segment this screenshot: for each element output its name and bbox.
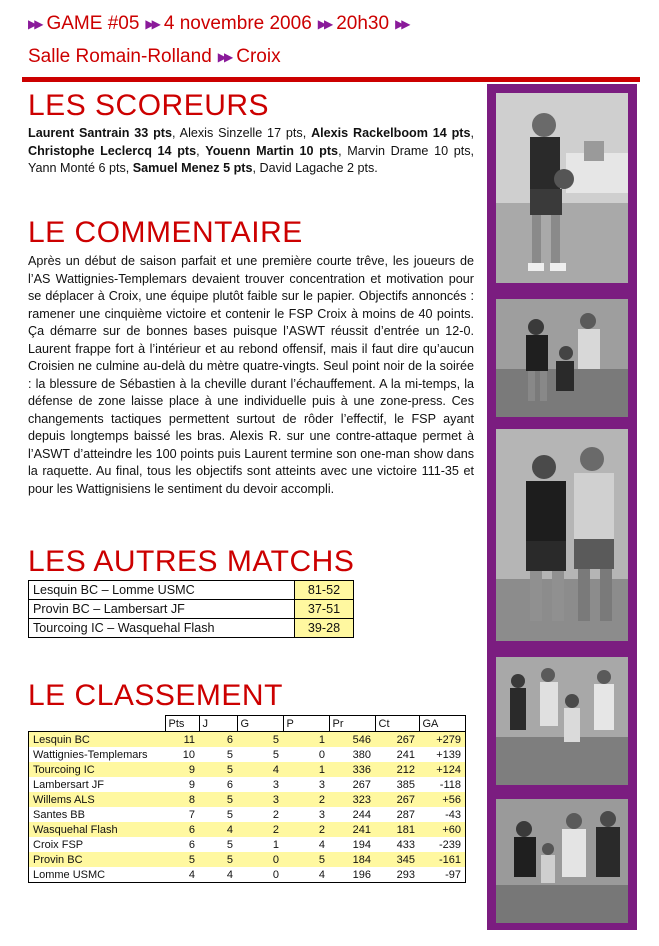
stat-cell: 6 <box>165 822 199 837</box>
stat-cell: +124 <box>419 762 466 777</box>
stat-cell: 5 <box>272 748 279 761</box>
photo-sidebar <box>487 84 637 930</box>
stat-cell: 323 <box>329 792 375 807</box>
match-score: 81-52 <box>295 581 354 600</box>
stat-cell: 9 <box>165 762 199 777</box>
scorer-entry: David Lagache 2 pts. <box>259 161 378 175</box>
venue-line <box>28 43 640 71</box>
stat-cell: 5 <box>226 838 233 851</box>
team-name: Wasquehal Flash <box>29 822 166 837</box>
team-name: Croix FSP <box>33 838 84 851</box>
match-teams: Provin BC – Lambersart JF <box>29 600 295 619</box>
stat-cell: 5 <box>199 762 237 777</box>
col-header: Pr <box>329 716 375 732</box>
stat-cell: 3 <box>237 792 283 807</box>
team-name: Provin BC <box>29 852 166 867</box>
stat-cell: 7 <box>188 808 195 821</box>
stat-cell: -118 <box>439 778 461 791</box>
scorer-entry: Christophe Leclercq 14 pts <box>28 143 197 158</box>
stat-cell: 5 <box>283 852 329 867</box>
stat-cell: +60 <box>419 822 466 837</box>
stat-cell: 380 <box>352 748 371 761</box>
stat-cell: 385 <box>396 778 415 791</box>
stat-cell: 3 <box>272 778 279 791</box>
stat-cell: 8 <box>165 792 199 807</box>
stat-cell: 0 <box>237 852 283 867</box>
scoreurs-title: LES SCOREURS <box>28 89 270 122</box>
header-divider <box>22 77 640 82</box>
stat-cell: 5 <box>199 852 237 867</box>
standings-row <box>29 837 466 852</box>
standings-row <box>29 777 466 792</box>
match-teams: Tourcoing IC – Wasquehal Flash <box>29 619 295 638</box>
stat-cell: 10 <box>182 748 195 761</box>
team-name: Lomme USMC <box>33 868 106 881</box>
standings-row <box>29 807 466 822</box>
stat-cell: 6 <box>226 778 233 791</box>
stat-cell: 196 <box>352 868 371 881</box>
standings-row <box>29 867 466 883</box>
stat-cell: 3 <box>318 808 325 821</box>
stat-cell: +56 <box>419 792 466 807</box>
stat-cell: 0 <box>272 868 279 881</box>
stat-cell: 293 <box>396 868 415 881</box>
team-name: Santes BB <box>33 808 85 821</box>
stat-cell: 241 <box>329 822 375 837</box>
stat-cell: 9 <box>188 778 195 791</box>
classement-title: LE CLASSEMENT <box>28 679 283 712</box>
match-score: 37-51 <box>295 600 354 619</box>
stat-cell: 184 <box>329 852 375 867</box>
stat-cell: 5 <box>199 792 237 807</box>
photo-defense <box>496 799 628 923</box>
team-name: Lambersart JF <box>33 778 104 791</box>
stat-cell: 345 <box>375 852 419 867</box>
stat-cell: 1 <box>283 732 329 748</box>
stat-cell: 11 <box>165 732 199 748</box>
photo-game-action <box>496 299 628 417</box>
stat-cell: 2 <box>237 822 283 837</box>
classement-table <box>28 715 466 883</box>
match-row <box>29 600 354 619</box>
col-header: GA <box>419 716 466 732</box>
team-name: Willems ALS <box>29 792 166 807</box>
stat-cell: 433 <box>396 838 415 851</box>
standings-row <box>29 747 466 762</box>
stat-cell: 2 <box>272 808 279 821</box>
standings-row <box>29 762 466 777</box>
team-name: Wattignies-Templemars <box>33 748 148 761</box>
team-name: Lesquin BC <box>29 732 166 748</box>
standings-row <box>29 852 466 867</box>
arrow-icon: ▶▶ <box>217 50 231 64</box>
arrow-icon: ▶▶ <box>145 17 158 31</box>
stat-cell: 4 <box>199 822 237 837</box>
game-header <box>28 10 640 71</box>
autres-matchs-table <box>28 580 354 638</box>
classement-body <box>29 732 466 883</box>
stat-cell: -161 <box>419 852 466 867</box>
photo-players-court <box>496 657 628 785</box>
stat-cell: 1 <box>283 762 329 777</box>
classement-header-row <box>29 716 466 732</box>
stat-cell: 212 <box>375 762 419 777</box>
stat-cell: 244 <box>352 808 371 821</box>
stat-cell: 5 <box>226 748 233 761</box>
stat-cell: 4 <box>237 762 283 777</box>
team-name: Tourcoing IC <box>29 762 166 777</box>
arrow-icon: ▶▶ <box>317 17 331 31</box>
stat-cell: 2 <box>283 792 329 807</box>
stat-cell: 5 <box>237 732 283 748</box>
stat-cell: 336 <box>329 762 375 777</box>
stat-cell: 241 <box>396 748 415 761</box>
scorer-entry: Youenn Martin 10 pts <box>205 143 339 158</box>
stat-cell: 0 <box>318 748 325 761</box>
standings-row <box>29 732 466 748</box>
header-blank <box>29 716 166 732</box>
stat-cell: -97 <box>445 868 461 881</box>
stat-cell: 5 <box>165 852 199 867</box>
game-time: 20h30 <box>336 13 390 34</box>
stat-cell: 5 <box>226 808 233 821</box>
commentaire-title: LE COMMENTAIRE <box>28 216 303 249</box>
stat-cell: 4 <box>226 868 233 881</box>
scorer-entry: Laurent Santrain 33 pts <box>28 126 173 140</box>
venue-name: Salle Romain-Rolland <box>28 46 212 67</box>
stat-cell: 4 <box>318 838 325 851</box>
standings-row <box>29 792 466 807</box>
stat-cell: 4 <box>318 868 325 881</box>
stat-cell: 194 <box>352 838 371 851</box>
stat-cell: -43 <box>445 808 461 821</box>
stat-cell: +279 <box>419 732 466 748</box>
photo-player-dribble <box>496 93 628 283</box>
scorer-entry: Alexis Sinzelle 17 pts <box>179 126 303 140</box>
photo-rebound <box>496 429 628 641</box>
match-row <box>29 581 354 600</box>
stat-cell: 267 <box>375 732 419 748</box>
autres-title: LES AUTRES MATCHS <box>28 545 355 578</box>
stat-cell: 6 <box>199 732 237 748</box>
venue-city: Croix <box>236 46 281 67</box>
scorer-entry: Samuel Menez 5 pts <box>132 161 253 175</box>
scorer-entry: Marvin Drame 10 pts <box>347 143 471 158</box>
standings-row <box>29 822 466 837</box>
scorer-entry: Alexis Rackelboom 14 pts <box>311 126 471 140</box>
stat-cell: 546 <box>329 732 375 748</box>
col-header: Ct <box>375 716 419 732</box>
stat-cell: 267 <box>352 778 371 791</box>
scorer-entry: Yann Monté 6 pts <box>28 161 126 175</box>
stat-cell: 4 <box>188 868 195 881</box>
stat-cell: 6 <box>188 838 195 851</box>
game-number: GAME #05 <box>46 13 140 34</box>
stat-cell: 1 <box>272 838 279 851</box>
stat-cell: 287 <box>396 808 415 821</box>
match-teams: Lesquin BC – Lomme USMC <box>29 581 295 600</box>
stat-cell: 3 <box>318 778 325 791</box>
col-header: G <box>237 716 283 732</box>
commentaire-text: Après un début de saison parfait et une première courte trêve, les joueurs de l’AS Wattignies-Templemars devaient trouver concentration et motivation pour se déplacer à Croix, une équipe plutôt faible sur le papier. Objectifs annoncés : ramener une cinquième victoire et contenir le FSP Croix à moins de 40 points. Ça démarre sur de bonnes bases puisque l’ASWT réussit d’entrée un 12-0. Laurent frappe fort à l’intérieur et au rebond offensif, mais il faut dire qu’aucun Croisien ne culmine au-delà du mètre quatre-vingts. Seul point noir de la soirée : la blessure de Sébastien à la cheville durant l’échauffement. A la mi-temps, la défense de zone laisse place à une individuelle puis à une zone-press. Ces changements tactiques permettent surtout de rôder l’effectif, le FSP ayant depuis longtemps baissé les bras. Alexis R. sur une contre-attaque permet à l’ASWT d’atteindre les 100 points puis Laurent termine son one-man show dans la raquette. Au final, tous les objectifs sont atteints avec une victoire 111-35 et pour les Wattignisiens le sentiment du devoir accompli. <box>28 254 474 496</box>
arrow-icon: ▶▶ <box>395 17 408 31</box>
game-info-line <box>28 10 640 38</box>
stat-cell: 181 <box>375 822 419 837</box>
col-header: Pts <box>165 716 199 732</box>
col-header: P <box>283 716 329 732</box>
stat-cell: 267 <box>375 792 419 807</box>
match-score: 39-28 <box>295 619 354 638</box>
stat-cell: 2 <box>283 822 329 837</box>
stat-cell: -239 <box>438 838 461 851</box>
game-date: 4 novembre 2006 <box>163 13 312 34</box>
scoreurs-list: Laurent Santrain 33 pts, Alexis Sinzelle 17 pts, Alexis Rackelboom 14 pts, Christophe Leclercq 14 pts, Youenn Martin 10 pts, Marvin Drame 10 pts, Yann Monté 6 pts, Samuel Menez 5 pts, David Lagache 2 pts. <box>28 126 475 175</box>
stat-cell: +139 <box>436 748 461 761</box>
col-header: J <box>199 716 237 732</box>
arrow-icon: ▶▶ <box>28 17 41 31</box>
match-row <box>29 619 354 638</box>
